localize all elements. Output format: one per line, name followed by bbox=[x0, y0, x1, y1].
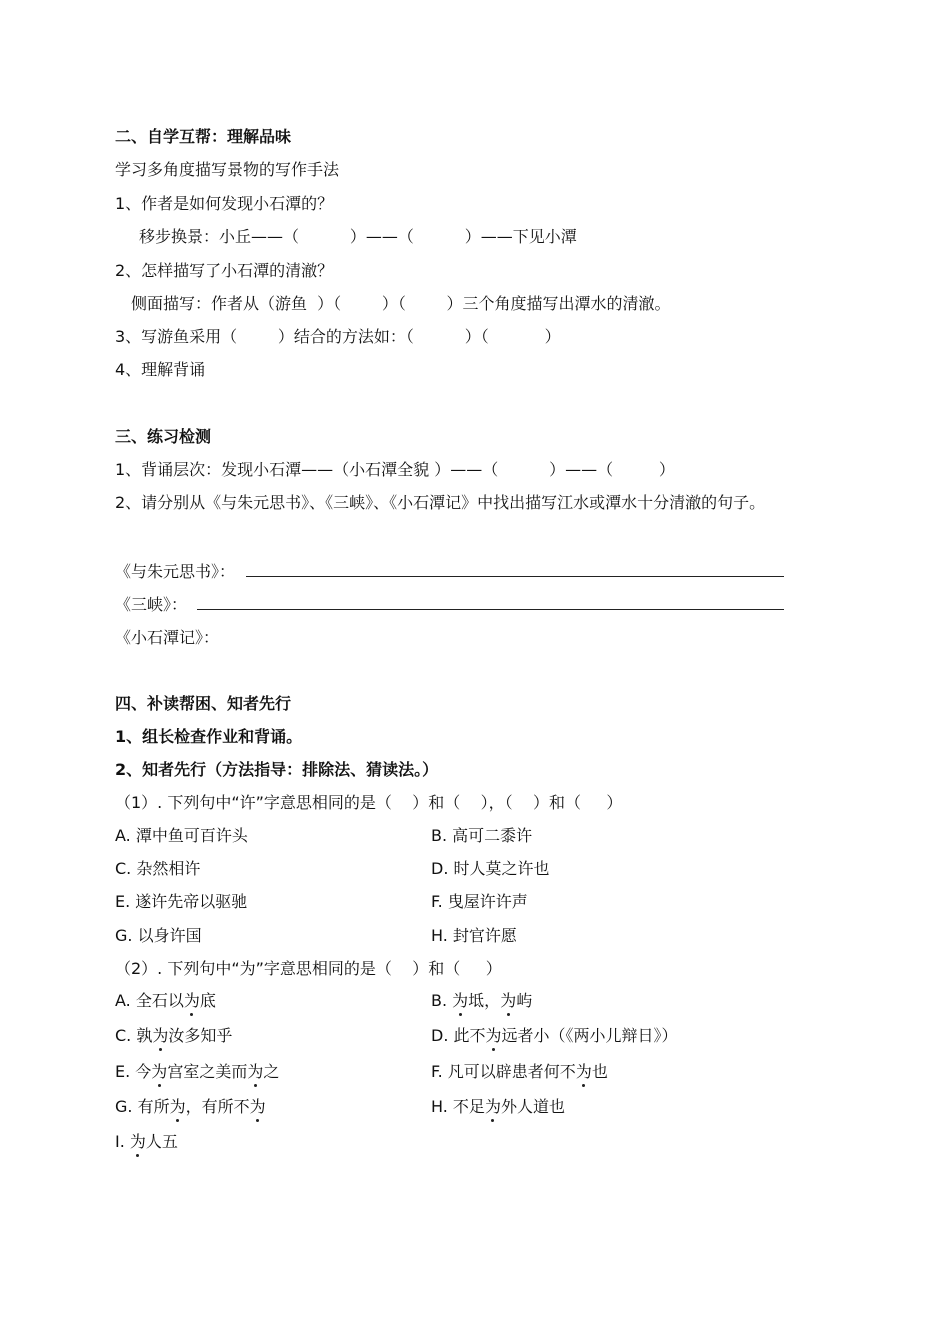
text: E. 今 bbox=[115, 1062, 152, 1081]
text: 为 bbox=[249, 1097, 266, 1116]
emphasis-dot-icon bbox=[459, 1013, 462, 1016]
text: 为 bbox=[452, 991, 469, 1010]
text: 为 bbox=[183, 991, 200, 1010]
text: 为 bbox=[500, 991, 517, 1010]
text: 之 bbox=[263, 1062, 280, 1081]
emphasis-dot-icon bbox=[158, 1084, 161, 1087]
emphasis-dot-icon bbox=[136, 1154, 139, 1157]
text: B. bbox=[431, 991, 453, 1010]
text: G. 有所 bbox=[115, 1097, 170, 1116]
emphasized-wei bbox=[576, 1062, 592, 1081]
emphasis-dot-icon bbox=[176, 1119, 179, 1122]
text: 远者小（《两小儿辩日》） bbox=[501, 1026, 678, 1045]
text: D. 此不 bbox=[431, 1026, 486, 1045]
xu-option-h: H. 封官许愿 bbox=[431, 926, 517, 945]
wei-option-c bbox=[115, 1026, 232, 1046]
xu-option-f: F. 曳屋许许声 bbox=[431, 892, 528, 911]
emphasized-wei bbox=[184, 991, 200, 1010]
emphasized-wei bbox=[452, 991, 468, 1010]
emphasis-dot-icon bbox=[492, 1048, 495, 1051]
text: 底 bbox=[199, 991, 216, 1010]
emphasis-dot-icon bbox=[159, 1048, 162, 1051]
text: A. 全石以 bbox=[115, 991, 184, 1010]
sec2-question-1: 1、作者是如何发现小石潭的？ bbox=[115, 194, 334, 213]
emphasis-dot-icon bbox=[507, 1013, 510, 1016]
emphasized-wei bbox=[500, 991, 516, 1010]
text: 坻， bbox=[468, 991, 501, 1010]
sec2-question-4: 4、理解背诵 bbox=[115, 360, 206, 379]
xu-option-d: D. 时人莫之许也 bbox=[431, 859, 550, 878]
emphasized-wei bbox=[170, 1097, 186, 1116]
wei-option-e bbox=[115, 1062, 279, 1082]
text: H. 不足 bbox=[431, 1097, 485, 1116]
wei-option-d bbox=[431, 1026, 678, 1046]
emphasis-dot-icon bbox=[256, 1119, 259, 1122]
sec2-question-2: 2、怎样描写了小石潭的清澈？ bbox=[115, 261, 334, 280]
sec2-question-1-answer: 移步换景：小丘——（ ）——（ ）——下见小潭 bbox=[139, 227, 577, 246]
wei-question-stem: （2）. 下列句中“为”字意思相同的是（ ）和（ ） bbox=[115, 959, 502, 978]
text: ，有所不 bbox=[185, 1097, 250, 1116]
wei-option-i bbox=[115, 1132, 178, 1152]
answer-label-san-xia: 《三峡》： bbox=[115, 595, 188, 614]
sec4-item-2: 2、知者先行（方法指导：排除法、猜读法。） bbox=[115, 760, 439, 779]
answer-label-xiao-shi-tan-ji: 《小石潭记》： bbox=[115, 628, 220, 647]
text: 外人道也 bbox=[500, 1097, 565, 1116]
xu-option-g: G. 以身许国 bbox=[115, 926, 202, 945]
text: 为 bbox=[152, 1026, 169, 1045]
emphasis-dot-icon bbox=[254, 1084, 257, 1087]
emphasized-wei bbox=[486, 1026, 502, 1045]
emphasized-wei bbox=[130, 1132, 146, 1151]
answer-line-1 bbox=[246, 576, 784, 577]
text: 为 bbox=[485, 1026, 502, 1045]
sec3-question-1: 1、背诵层次：发现小石潭——（小石潭全貌 ）——（ ）——（ ） bbox=[115, 460, 675, 479]
emphasis-dot-icon bbox=[190, 1013, 193, 1016]
text: F. 凡可以辟患者何不 bbox=[431, 1062, 576, 1081]
wei-option-f bbox=[431, 1062, 608, 1082]
sec4-item-1: 1、组长检查作业和背诵。 bbox=[115, 727, 303, 746]
emphasized-wei bbox=[151, 1062, 167, 1081]
text: C. 孰 bbox=[115, 1026, 153, 1045]
xu-option-e: E. 遂许先帝以驱驰 bbox=[115, 892, 248, 911]
section-2-heading: 二、自学互帮：理解品味 bbox=[115, 127, 292, 146]
emphasized-wei bbox=[250, 1097, 266, 1116]
text: 为 bbox=[484, 1097, 501, 1116]
answer-label-yu-zhu-yuan-si-shu: 《与朱元思书》： bbox=[115, 562, 236, 581]
emphasized-wei bbox=[152, 1026, 168, 1045]
wei-option-h bbox=[431, 1097, 565, 1117]
xu-question-stem: （1）. 下列句中“许”字意思相同的是（ ）和（ ），（ ）和（ ） bbox=[115, 793, 623, 812]
answer-line-2 bbox=[197, 609, 784, 610]
xu-option-c: C. 杂然相许 bbox=[115, 859, 201, 878]
emphasis-dot-icon bbox=[582, 1084, 585, 1087]
emphasis-dot-icon bbox=[491, 1119, 494, 1122]
sec3-question-2: 2、请分别从《与朱元思书》、《三峡》、《小石潭记》中找出描写江水或潭水十分清澈的句子。 bbox=[115, 493, 766, 512]
text: 为 bbox=[129, 1132, 146, 1151]
wei-option-b bbox=[431, 991, 532, 1011]
text: 为 bbox=[151, 1062, 168, 1081]
sec2-question-3: 3、写游鱼采用（ ）结合的方法如：（ ）（ ） bbox=[115, 327, 561, 346]
text: 为 bbox=[247, 1062, 264, 1081]
emphasized-wei bbox=[247, 1062, 263, 1081]
text: 宫室之美而 bbox=[167, 1062, 248, 1081]
sec2-question-2-answer: 侧面描写：作者从（游鱼 ）（ ）（ ）三个角度描写出潭水的清澈。 bbox=[131, 294, 671, 313]
text: 为 bbox=[169, 1097, 186, 1116]
wei-option-g bbox=[115, 1097, 266, 1117]
text: I. bbox=[115, 1132, 130, 1151]
section-4-heading: 四、补读帮困、知者先行 bbox=[115, 694, 292, 713]
text: 汝多知乎 bbox=[168, 1026, 233, 1045]
text: 也 bbox=[591, 1062, 608, 1081]
text: 人五 bbox=[145, 1132, 178, 1151]
section-3-heading: 三、练习检测 bbox=[115, 427, 212, 446]
text: 屿 bbox=[516, 991, 533, 1010]
text: 为 bbox=[575, 1062, 592, 1081]
wei-option-a bbox=[115, 991, 216, 1011]
emphasized-wei bbox=[485, 1097, 501, 1116]
xu-option-b: B. 高可二黍许 bbox=[431, 826, 533, 845]
section-2-intro: 学习多角度描写景物的写作手法 bbox=[115, 160, 340, 179]
xu-option-a: A. 潭中鱼可百许头 bbox=[115, 826, 248, 845]
